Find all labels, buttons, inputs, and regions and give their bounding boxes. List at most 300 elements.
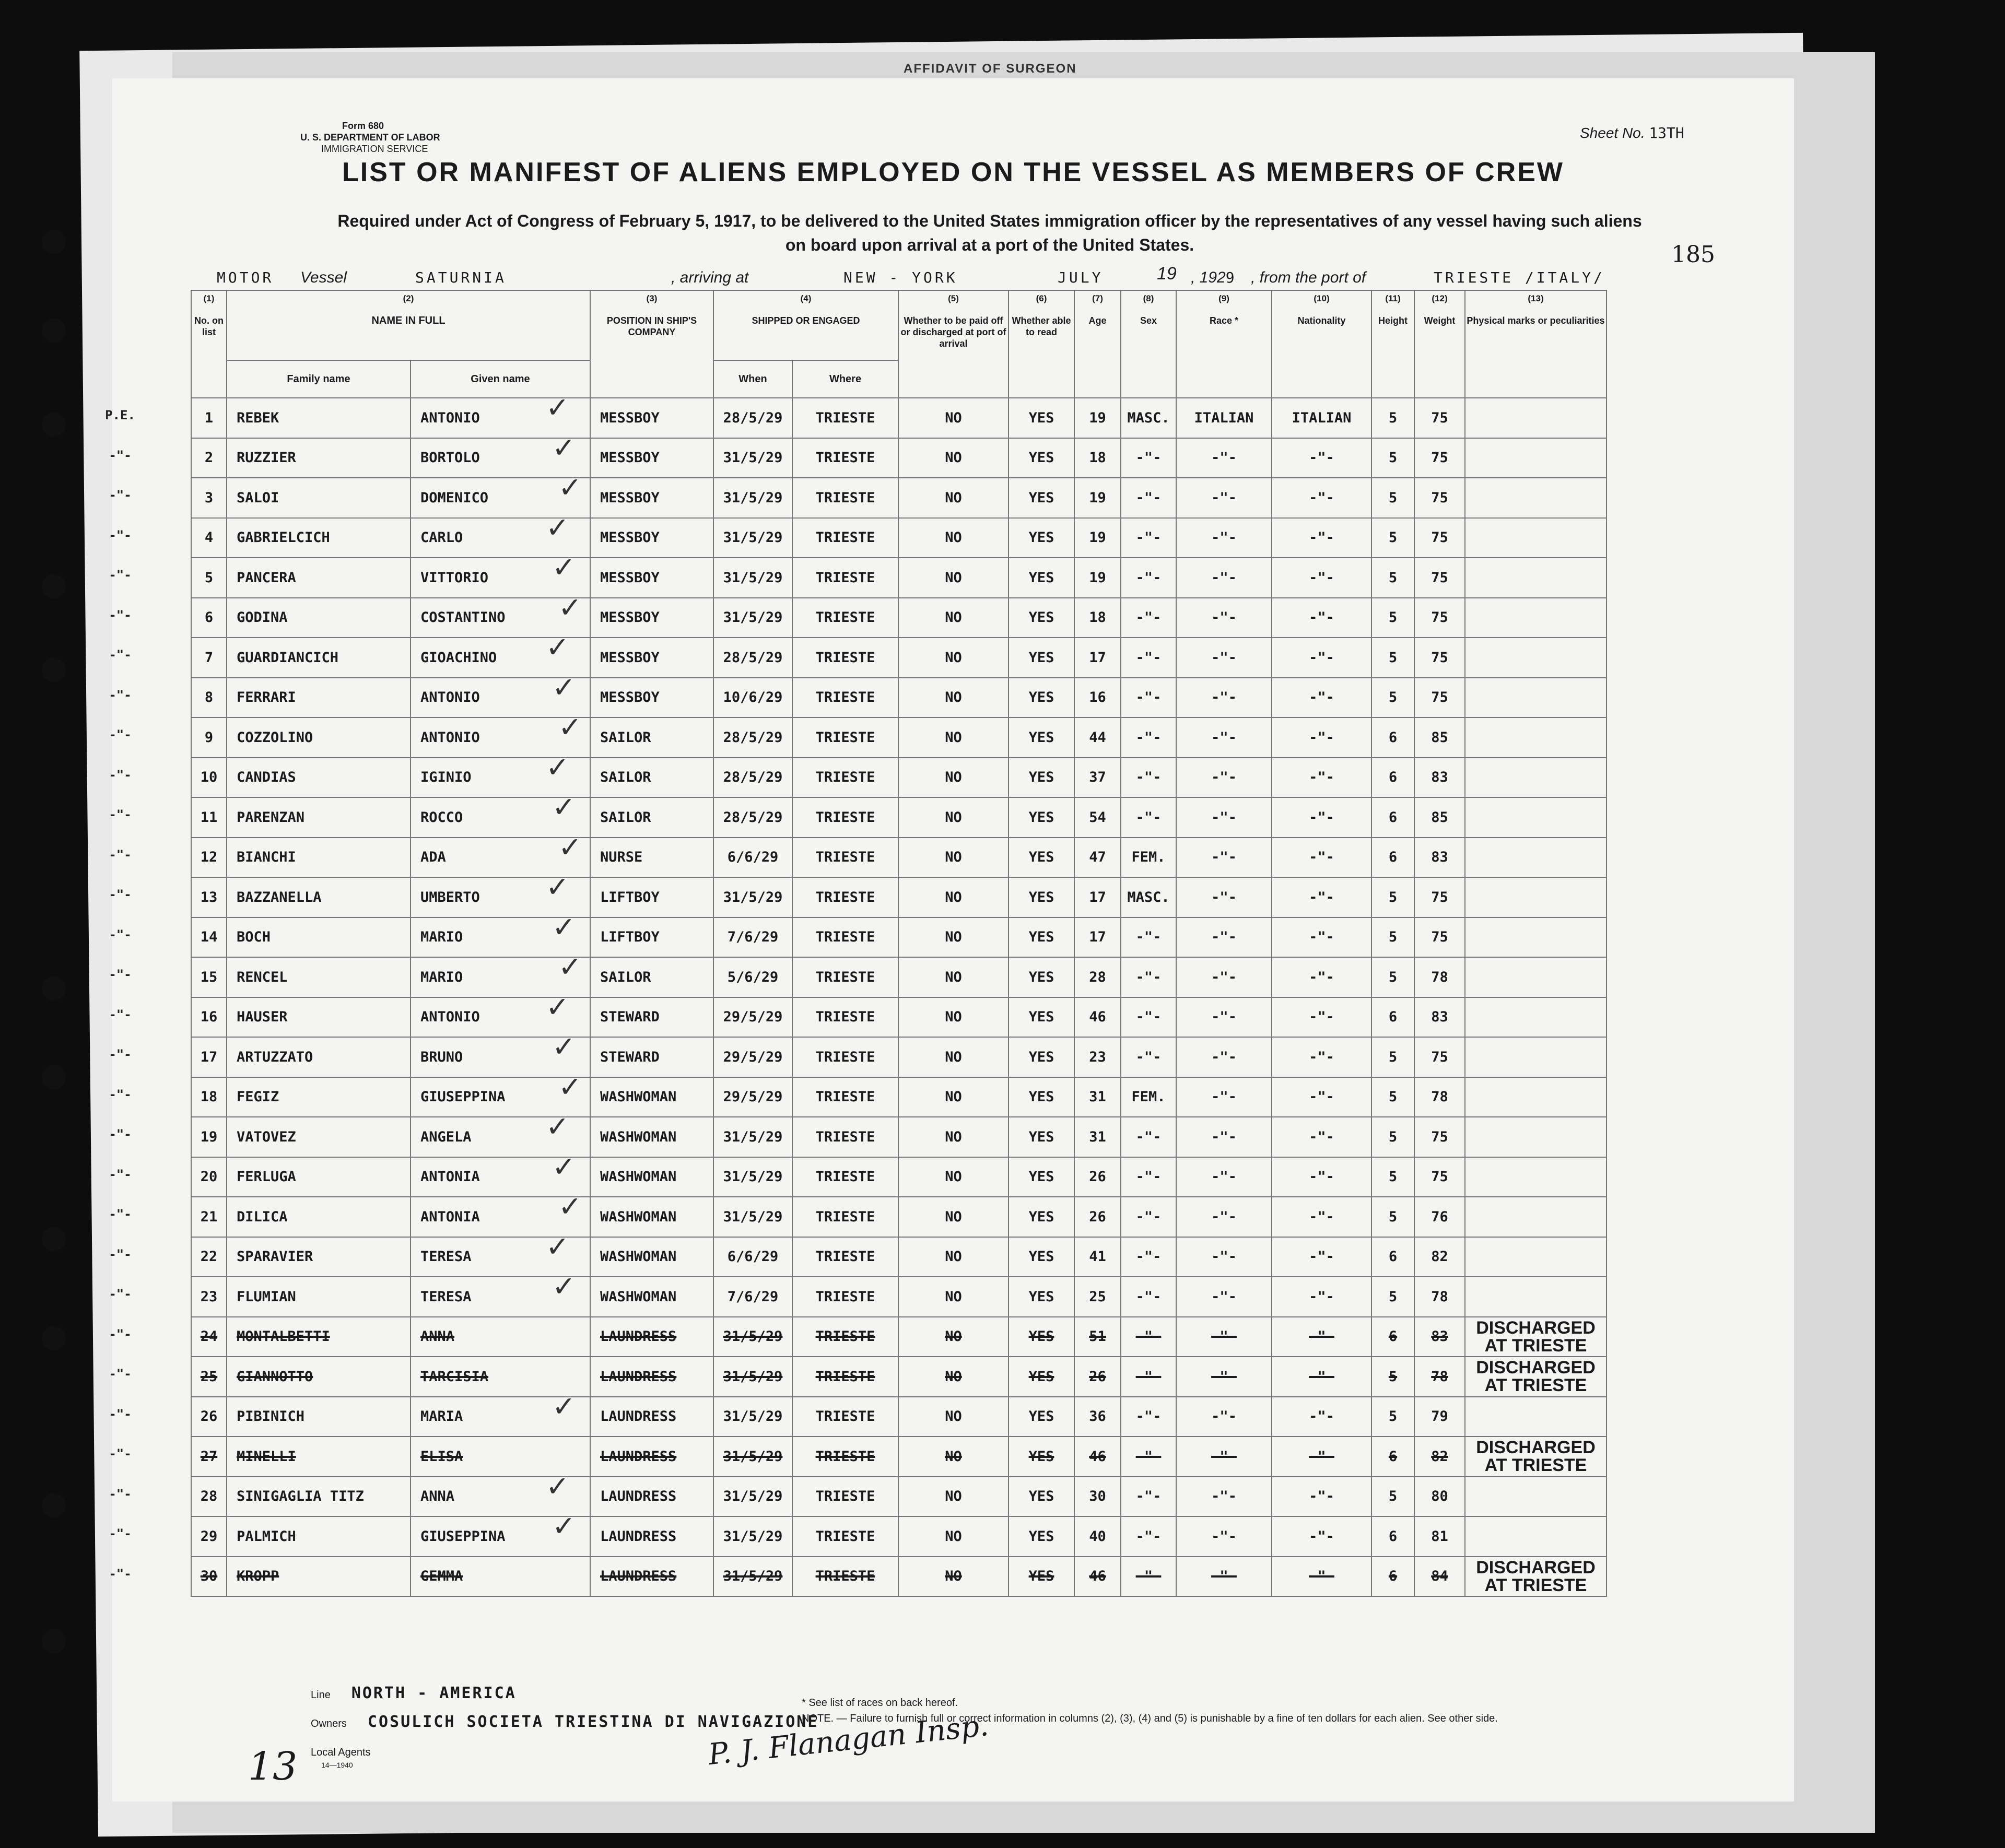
row-number-cell: 25: [191, 1357, 227, 1397]
check-mark-icon: ✓: [558, 831, 582, 863]
physical-marks-cell: [1465, 1117, 1607, 1157]
check-mark-icon: ✓: [546, 1231, 570, 1263]
weight-cell: 82: [1414, 1237, 1465, 1277]
crew-manifest-table: [191, 290, 1607, 1597]
binder-hole: [42, 658, 66, 682]
position-cell: LAUNDRESS: [590, 1317, 713, 1357]
family-name-cell: REBEK: [227, 398, 411, 438]
left-margin-note: -"-: [109, 1167, 132, 1182]
engaged-date-cell: 6/6/29: [713, 838, 792, 878]
height-cell: 5: [1371, 478, 1414, 518]
family-name-cell: FERLUGA: [227, 1157, 411, 1197]
engaged-place-cell: TRIESTE: [792, 758, 898, 798]
weight-cell: 75: [1414, 638, 1465, 678]
row-number-cell: 21: [191, 1197, 227, 1237]
table-row: [191, 678, 1607, 718]
physical-marks-cell: [1465, 518, 1607, 558]
table-row: [191, 1397, 1607, 1437]
race-cell: -"-: [1176, 797, 1272, 838]
given-name-cell: GIUSEPPINA: [411, 1077, 590, 1117]
sheet-number: [1580, 124, 1684, 142]
col-read: (6) Whether able to read: [1009, 290, 1074, 398]
nationality-cell: -"-: [1272, 997, 1371, 1038]
race-cell: -"-: [1176, 598, 1272, 638]
page-title: LIST OR MANIFEST OF ALIENS EMPLOYED ON THE VESSEL AS MEMBERS OF CREW: [342, 157, 1564, 187]
able-to-read-cell: YES: [1009, 1397, 1074, 1437]
height-cell: 5: [1371, 957, 1414, 997]
given-name-cell: TERESA: [411, 1237, 590, 1277]
race-cell: -"-: [1176, 1277, 1272, 1317]
check-mark-icon: ✓: [558, 1191, 582, 1222]
able-to-read-cell: YES: [1009, 1157, 1074, 1197]
row-number-cell: 26: [191, 1397, 227, 1437]
nationality-cell: -"-: [1272, 758, 1371, 798]
age-cell: 17: [1074, 877, 1121, 917]
table-row: [191, 1317, 1607, 1357]
given-name-cell: UMBERTO: [411, 877, 590, 917]
penalty-note: NOTE. — Failure to furnish full or correct information in columns (2), (3), (4) and (5) is punishable by a fine of ten dollars for each alien. See other side.: [802, 1713, 1498, 1724]
table-row: [191, 797, 1607, 838]
sex-cell: FEM.: [1121, 1077, 1176, 1117]
physical-marks-cell: [1465, 558, 1607, 598]
physical-marks-cell: [1465, 1077, 1607, 1117]
paid-off-cell: NO: [898, 438, 1009, 478]
left-margin-note: -"-: [109, 527, 132, 543]
able-to-read-cell: YES: [1009, 1197, 1074, 1237]
check-mark-icon: ✓: [552, 1151, 576, 1183]
engaged-place-cell: TRIESTE: [792, 638, 898, 678]
check-mark-icon: ✓: [546, 991, 570, 1023]
left-margin-note: -"-: [109, 1566, 132, 1581]
table-row: [191, 1477, 1607, 1517]
engaged-date-cell: 31/5/29: [713, 1317, 792, 1357]
table-row: [191, 558, 1607, 598]
nationality-cell: -"-: [1272, 478, 1371, 518]
arrival-year: [1191, 269, 1237, 287]
row-number-cell: 11: [191, 797, 227, 838]
engaged-place-cell: TRIESTE: [792, 1037, 898, 1077]
given-name-cell: ANTONIO: [411, 717, 590, 758]
left-margin-note: -"-: [109, 1047, 132, 1062]
table-row: [191, 398, 1607, 438]
height-cell: 5: [1371, 518, 1414, 558]
age-cell: 44: [1074, 717, 1121, 758]
given-name-cell: MARIA: [411, 1397, 590, 1437]
weight-cell: 78: [1414, 1277, 1465, 1317]
physical-marks-cell: [1465, 1516, 1607, 1557]
family-name-cell: HAUSER: [227, 997, 411, 1038]
row-number-cell: 23: [191, 1277, 227, 1317]
position-cell: LAUNDRESS: [590, 1357, 713, 1397]
given-name-cell: ANNA: [411, 1477, 590, 1517]
position-cell: LAUNDRESS: [590, 1397, 713, 1437]
position-cell: NURSE: [590, 838, 713, 878]
physical-marks-cell: [1465, 1477, 1607, 1517]
given-name-cell: DOMENICO: [411, 478, 590, 518]
vessel-name-value: SATURNIA: [415, 269, 507, 286]
weight-cell: 75: [1414, 877, 1465, 917]
engaged-date-cell: 31/5/29: [713, 558, 792, 598]
line-value: NORTH - AMERICA: [351, 1684, 517, 1702]
weight-cell: 75: [1414, 598, 1465, 638]
left-margin-note: -"-: [109, 1127, 132, 1141]
race-cell: -"-: [1176, 1077, 1272, 1117]
vessel-type: [217, 269, 274, 287]
family-name-cell: RUZZIER: [227, 438, 411, 478]
able-to-read-cell: YES: [1009, 758, 1074, 798]
family-name-cell: GIANNOTTO: [227, 1357, 411, 1397]
physical-marks-cell: DISCHARGED AT TRIESTE: [1465, 1557, 1607, 1597]
left-margin-note: -"-: [109, 927, 132, 942]
able-to-read-cell: YES: [1009, 1557, 1074, 1597]
sex-cell: -"-: [1121, 598, 1176, 638]
year-digit: 9: [1225, 269, 1237, 286]
row-number-cell: 10: [191, 758, 227, 798]
back-header: AFFIDAVIT OF SURGEON: [904, 62, 1077, 76]
able-to-read-cell: YES: [1009, 997, 1074, 1038]
able-to-read-cell: YES: [1009, 717, 1074, 758]
physical-marks-cell: [1465, 1197, 1607, 1237]
family-name-cell: RENCEL: [227, 957, 411, 997]
sex-cell: -"-: [1121, 1197, 1176, 1237]
able-to-read-cell: YES: [1009, 598, 1074, 638]
check-mark-icon: ✓: [546, 751, 570, 783]
height-cell: 5: [1371, 558, 1414, 598]
physical-marks-cell: [1465, 917, 1607, 958]
nationality-cell: -"-: [1272, 638, 1371, 678]
left-margin-note: -"-: [109, 1207, 132, 1221]
paid-off-cell: NO: [898, 1477, 1009, 1517]
row-number-cell: 16: [191, 997, 227, 1038]
engaged-date-cell: 28/5/29: [713, 638, 792, 678]
race-cell: -"-: [1176, 1477, 1272, 1517]
paid-off-cell: NO: [898, 1516, 1009, 1557]
check-mark-icon: ✓: [546, 632, 570, 663]
col-race: (9) Race *: [1176, 290, 1272, 398]
race-cell: -"-: [1176, 1357, 1272, 1397]
weight-cell: 78: [1414, 1357, 1465, 1397]
paid-off-cell: NO: [898, 638, 1009, 678]
paid-off-cell: NO: [898, 1277, 1009, 1317]
handwritten-number: 13: [248, 1744, 298, 1789]
given-name-cell: TERESA: [411, 1277, 590, 1317]
inspector-signature: P. J. Flanagan Insp.: [707, 1709, 990, 1772]
table-row: [191, 518, 1607, 558]
position-cell: WASHWOMAN: [590, 1117, 713, 1157]
col-height: (11) Height: [1371, 290, 1414, 398]
table-row: [191, 838, 1607, 878]
col-no: (1) No. on list: [191, 290, 227, 398]
engaged-date-cell: 31/5/29: [713, 1357, 792, 1397]
weight-cell: 78: [1414, 1077, 1465, 1117]
able-to-read-cell: YES: [1009, 877, 1074, 917]
age-cell: 19: [1074, 398, 1121, 438]
engaged-place-cell: TRIESTE: [792, 1477, 898, 1517]
binder-hole: [42, 413, 66, 437]
position-cell: MESSBOY: [590, 478, 713, 518]
nationality-cell: -"-: [1272, 957, 1371, 997]
sex-cell: -"-: [1121, 478, 1176, 518]
age-cell: 19: [1074, 558, 1121, 598]
nationality-cell: -"-: [1272, 598, 1371, 638]
left-margin-note: -"-: [109, 687, 132, 702]
sex-cell: -"-: [1121, 1237, 1176, 1277]
row-number-cell: 19: [191, 1117, 227, 1157]
physical-marks-cell: [1465, 1277, 1607, 1317]
engaged-date-cell: 31/5/29: [713, 1437, 792, 1477]
able-to-read-cell: YES: [1009, 638, 1074, 678]
sex-cell: -"-: [1121, 1277, 1176, 1317]
left-margin-note: -"-: [109, 847, 132, 862]
race-cell: -"-: [1176, 1117, 1272, 1157]
table-row: [191, 478, 1607, 518]
nationality-cell: -"-: [1272, 877, 1371, 917]
height-cell: 6: [1371, 1557, 1414, 1597]
check-mark-icon: ✓: [552, 672, 576, 703]
height-cell: 6: [1371, 1317, 1414, 1357]
race-cell: -"-: [1176, 558, 1272, 598]
engaged-date-cell: 5/6/29: [713, 957, 792, 997]
age-cell: 28: [1074, 957, 1121, 997]
family-name-cell: CANDIAS: [227, 758, 411, 798]
check-mark-icon: ✓: [546, 1470, 570, 1502]
arriving-at: [671, 269, 748, 287]
sex-cell: -"-: [1121, 957, 1176, 997]
position-cell: MESSBOY: [590, 598, 713, 638]
position-cell: LAUNDRESS: [590, 1437, 713, 1477]
paid-off-cell: NO: [898, 1117, 1009, 1157]
physical-marks-cell: [1465, 877, 1607, 917]
binder-hole: [42, 1065, 66, 1089]
family-name-cell: KROPP: [227, 1557, 411, 1597]
weight-cell: 83: [1414, 758, 1465, 798]
weight-cell: 76: [1414, 1197, 1465, 1237]
paid-off-cell: NO: [898, 1317, 1009, 1357]
race-cell: -"-: [1176, 478, 1272, 518]
age-cell: 40: [1074, 1516, 1121, 1557]
given-name-cell: BORTOLO: [411, 438, 590, 478]
engaged-date-cell: 31/5/29: [713, 438, 792, 478]
engaged-date-cell: 31/5/29: [713, 1197, 792, 1237]
left-margin-note: -"-: [109, 488, 132, 502]
table-row: [191, 758, 1607, 798]
check-mark-icon: ✓: [558, 472, 582, 503]
left-margin-note: -"-: [109, 887, 132, 902]
check-mark-icon: ✓: [552, 1511, 576, 1542]
race-cell: -"-: [1176, 1157, 1272, 1197]
age-cell: 41: [1074, 1237, 1121, 1277]
physical-marks-cell: [1465, 838, 1607, 878]
left-margin-note: -"-: [109, 1287, 132, 1301]
family-name-cell: SINIGAGLIA TITZ: [227, 1477, 411, 1517]
row-number-cell: 2: [191, 438, 227, 478]
table-row: [191, 598, 1607, 638]
physical-marks-cell: DISCHARGED AT TRIESTE: [1465, 1317, 1607, 1357]
from-port-value: TRIESTE /ITALY/: [1434, 269, 1605, 286]
given-name-cell: MARIO: [411, 957, 590, 997]
arrival-day: [1157, 264, 1177, 284]
physical-marks-cell: [1465, 678, 1607, 718]
row-number-cell: 28: [191, 1477, 227, 1517]
nationality-cell: -"-: [1272, 518, 1371, 558]
race-cell: -"-: [1176, 638, 1272, 678]
height-cell: 5: [1371, 1037, 1414, 1077]
family-name-cell: PIBINICH: [227, 1397, 411, 1437]
engaged-place-cell: TRIESTE: [792, 398, 898, 438]
table-row: [191, 1557, 1607, 1597]
engaged-place-cell: TRIESTE: [792, 558, 898, 598]
nationality-cell: -"-: [1272, 1237, 1371, 1277]
engaged-place-cell: TRIESTE: [792, 478, 898, 518]
row-number-cell: 14: [191, 917, 227, 958]
position-cell: LIFTBOY: [590, 877, 713, 917]
footer-line: Line NORTH - AMERICA: [311, 1684, 517, 1702]
engaged-date-cell: 31/5/29: [713, 1397, 792, 1437]
row-number-cell: 6: [191, 598, 227, 638]
family-name-cell: ARTUZZATO: [227, 1037, 411, 1077]
paid-off-cell: NO: [898, 398, 1009, 438]
check-mark-icon: ✓: [552, 552, 576, 583]
engaged-date-cell: 29/5/29: [713, 997, 792, 1038]
engaged-place-cell: TRIESTE: [792, 678, 898, 718]
height-cell: 5: [1371, 1077, 1414, 1117]
position-cell: WASHWOMAN: [590, 1277, 713, 1317]
race-cell: -"-: [1176, 838, 1272, 878]
sheet-number-value: 13TH: [1649, 124, 1684, 142]
left-margin-note: -"-: [109, 1246, 132, 1262]
weight-cell: 75: [1414, 1157, 1465, 1197]
row-number-cell: 4: [191, 518, 227, 558]
weight-cell: 75: [1414, 558, 1465, 598]
row-number-cell: 27: [191, 1437, 227, 1477]
table-row: [191, 638, 1607, 678]
paid-off-cell: NO: [898, 877, 1009, 917]
paid-off-cell: NO: [898, 957, 1009, 997]
able-to-read-cell: YES: [1009, 1357, 1074, 1397]
col-weight: (12) Weight: [1414, 290, 1465, 398]
able-to-read-cell: YES: [1009, 1077, 1074, 1117]
month-value: JULY: [1058, 269, 1104, 286]
sex-cell: FEM.: [1121, 838, 1176, 878]
physical-marks-cell: [1465, 478, 1607, 518]
nationality-cell: -"-: [1272, 1516, 1371, 1557]
able-to-read-cell: YES: [1009, 917, 1074, 958]
engaged-place-cell: TRIESTE: [792, 598, 898, 638]
nationality-cell: -"-: [1272, 1277, 1371, 1317]
nationality-cell: -"-: [1272, 1037, 1371, 1077]
form-code: 14—1940: [321, 1761, 353, 1769]
row-number-cell: 24: [191, 1317, 227, 1357]
binder-hole: [42, 319, 66, 343]
paid-off-cell: NO: [898, 1237, 1009, 1277]
position-cell: SAILOR: [590, 717, 713, 758]
height-cell: 6: [1371, 717, 1414, 758]
sex-cell: -"-: [1121, 797, 1176, 838]
age-cell: 26: [1074, 1197, 1121, 1237]
engaged-place-cell: TRIESTE: [792, 1077, 898, 1117]
paid-off-cell: NO: [898, 598, 1009, 638]
family-name-cell: BIANCHI: [227, 838, 411, 878]
engaged-place-cell: TRIESTE: [792, 1516, 898, 1557]
able-to-read-cell: YES: [1009, 1516, 1074, 1557]
height-cell: 5: [1371, 917, 1414, 958]
left-margin-note: -"-: [109, 1406, 132, 1421]
family-name-cell: VATOVEZ: [227, 1117, 411, 1157]
table-row: [191, 877, 1607, 917]
position-cell: MESSBOY: [590, 398, 713, 438]
position-cell: SAILOR: [590, 758, 713, 798]
able-to-read-cell: YES: [1009, 518, 1074, 558]
given-name-cell: IGINIO: [411, 758, 590, 798]
engaged-place-cell: TRIESTE: [792, 717, 898, 758]
weight-cell: 75: [1414, 1117, 1465, 1157]
check-mark-icon: ✓: [552, 792, 576, 823]
paid-off-cell: NO: [898, 717, 1009, 758]
race-cell: -"-: [1176, 758, 1272, 798]
engaged-date-cell: 31/5/29: [713, 1557, 792, 1597]
col-family-name: Family name: [227, 360, 411, 398]
able-to-read-cell: YES: [1009, 957, 1074, 997]
race-cell: ITALIAN: [1176, 398, 1272, 438]
engaged-place-cell: TRIESTE: [792, 1557, 898, 1597]
age-cell: 18: [1074, 598, 1121, 638]
height-cell: 6: [1371, 1237, 1414, 1277]
height-cell: 5: [1371, 1197, 1414, 1237]
engaged-place-cell: TRIESTE: [792, 838, 898, 878]
height-cell: 6: [1371, 797, 1414, 838]
left-margin-note: -"-: [109, 807, 132, 822]
race-cell: -"-: [1176, 997, 1272, 1038]
col-paid-off: (5) Whether to be paid off or discharged at port of arrival: [898, 290, 1009, 398]
position-cell: WASHWOMAN: [590, 1237, 713, 1277]
check-mark-icon: ✓: [546, 512, 570, 544]
family-name-cell: BOCH: [227, 917, 411, 958]
age-cell: 19: [1074, 518, 1121, 558]
position-cell: MESSBOY: [590, 678, 713, 718]
nationality-cell: -"-: [1272, 1437, 1371, 1477]
able-to-read-cell: YES: [1009, 478, 1074, 518]
table-row: [191, 1516, 1607, 1557]
paid-off-cell: NO: [898, 558, 1009, 598]
engaged-date-cell: 28/5/29: [713, 797, 792, 838]
engaged-place-cell: TRIESTE: [792, 1357, 898, 1397]
paid-off-cell: NO: [898, 758, 1009, 798]
ship-type: MOTOR: [217, 269, 274, 286]
height-cell: 5: [1371, 438, 1414, 478]
able-to-read-cell: YES: [1009, 1237, 1074, 1277]
paid-off-cell: NO: [898, 478, 1009, 518]
paid-off-cell: NO: [898, 678, 1009, 718]
left-margin-note: -"-: [109, 1486, 132, 1501]
height-cell: 6: [1371, 997, 1414, 1038]
nationality-cell: -"-: [1272, 438, 1371, 478]
position-cell: MESSBOY: [590, 638, 713, 678]
col-when: When: [713, 360, 792, 398]
row-number-cell: 18: [191, 1077, 227, 1117]
height-cell: 5: [1371, 1277, 1414, 1317]
binder-hole: [42, 976, 66, 1000]
footer-owners: Owners COSULICH SOCIETA TRIESTINA DI NAVIGAZIONE: [311, 1713, 819, 1731]
engaged-place-cell: TRIESTE: [792, 1197, 898, 1237]
engaged-place-cell: TRIESTE: [792, 438, 898, 478]
position-cell: SAILOR: [590, 797, 713, 838]
row-number-cell: 3: [191, 478, 227, 518]
engaged-place-cell: TRIESTE: [792, 1317, 898, 1357]
age-cell: 47: [1074, 838, 1121, 878]
left-margin-note: -"-: [109, 967, 132, 982]
age-cell: 25: [1074, 1277, 1121, 1317]
age-cell: 19: [1074, 478, 1121, 518]
